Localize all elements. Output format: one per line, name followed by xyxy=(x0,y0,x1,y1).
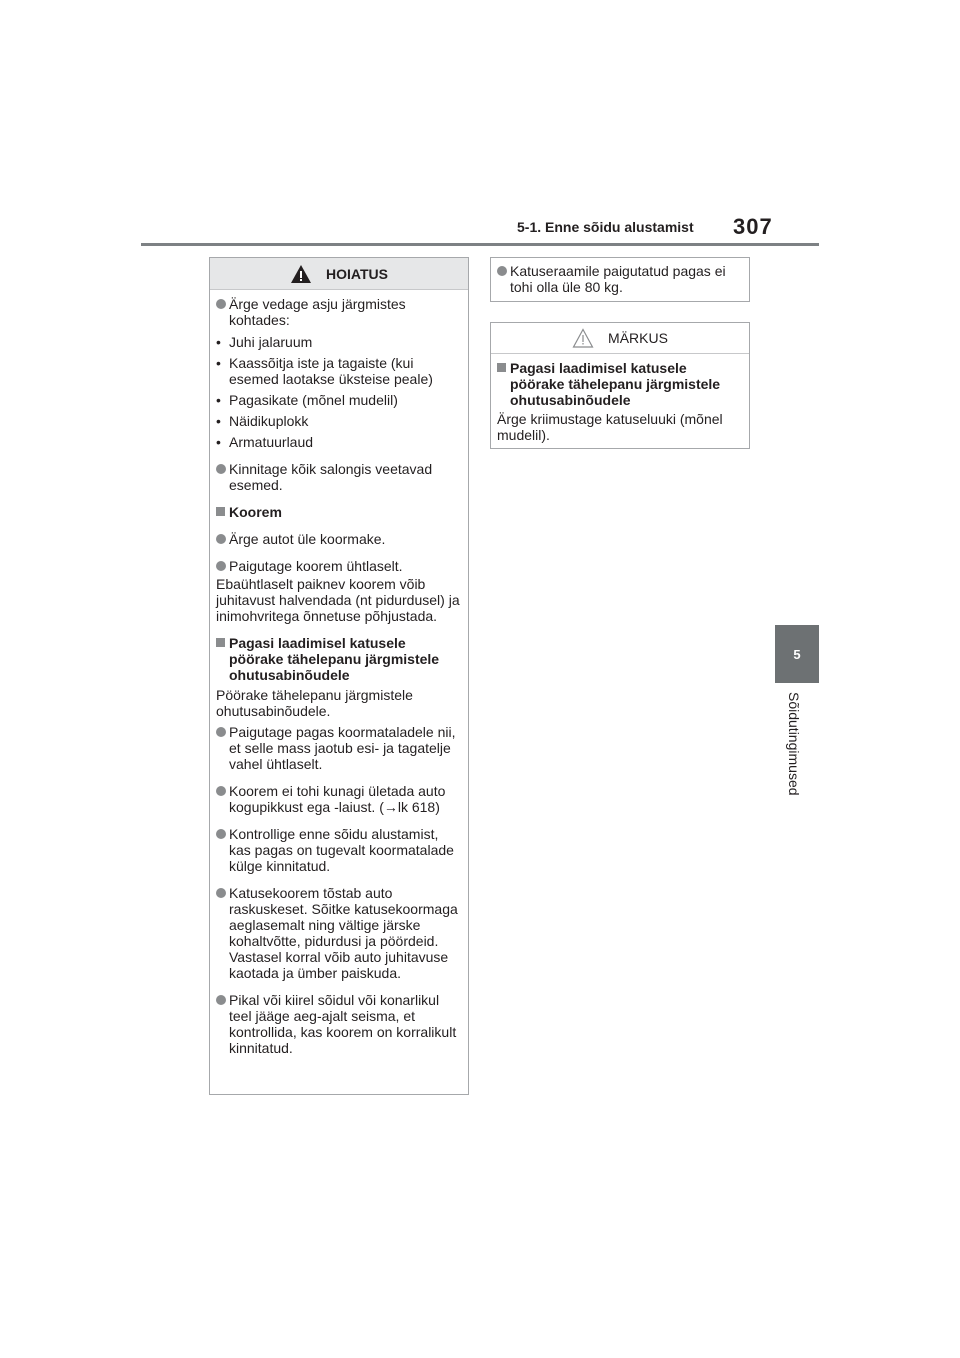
bullet-icon xyxy=(216,786,226,796)
notice-box xyxy=(490,322,750,449)
list-item: Ärge autot üle koormake. xyxy=(216,531,462,547)
chapter-tab: 5 xyxy=(775,625,819,683)
bullet-icon xyxy=(216,727,226,737)
location-item: • Juhi jalaruum xyxy=(216,334,313,350)
roof-heading: Pagasi laadimisel katusele pöörake tähelepanu järgmistele ohutusabinõudele xyxy=(216,635,462,683)
load-heading: Koorem xyxy=(216,504,462,520)
warning-content xyxy=(210,290,468,1062)
bullet-icon xyxy=(216,299,226,309)
square-bullet-icon xyxy=(216,507,225,516)
bullet-icon xyxy=(216,995,226,1005)
warning-continuation-box xyxy=(490,257,750,302)
warning-header xyxy=(210,258,468,290)
list-item: Ärge vedage asju järgmistes kohtades: xyxy=(216,296,462,328)
list-item: Kontrollige enne sõidu alustamist, kas pagas on tugevalt koormatalade külge kinnitatud. xyxy=(216,826,462,874)
section-title: 5-1. Enne sõidu alustamist xyxy=(517,219,694,235)
list-item: Paigutage pagas koormataladele nii, et selle mass jaotub esi- ja tagatelje vahel ühtlaselt. xyxy=(216,724,462,772)
list-item: Paigutage koorem ühtlaselt. xyxy=(216,558,462,574)
notice-content xyxy=(491,354,749,449)
location-item: • Armatuurlaud xyxy=(216,434,314,450)
page-number: 307 xyxy=(733,214,773,239)
roof-paragraph: Pöörake tähelepanu järgmistele ohutusabinõudele. xyxy=(216,687,413,719)
location-item: • Kaassõitja iste ja tagaiste (kui esemed laotakse üksteise peale) xyxy=(216,355,433,387)
warning-title: HOIATUS xyxy=(326,265,388,282)
chapter-label: Sõidutingimused xyxy=(786,692,802,796)
square-bullet-icon xyxy=(216,638,225,647)
notice-heading: Pagasi laadimisel katusele pöörake tähelepanu järgmistele ohutusabinõudele xyxy=(497,360,743,408)
notice-header xyxy=(491,323,749,354)
warning-icon xyxy=(290,264,312,284)
notice-title: MÄRKUS xyxy=(608,330,668,346)
warning-box xyxy=(209,257,469,1095)
bullet-icon xyxy=(216,561,226,571)
header-divider xyxy=(141,243,819,246)
square-bullet-icon xyxy=(497,363,506,372)
notice-text: Ärge kriimustage katuseluuki (mõnel mudelil). xyxy=(497,411,723,443)
location-item: • Näidikuplokk xyxy=(216,413,309,429)
list-item: Koorem ei tohi kunagi ületada auto kogupikkust ega -laiust. (→lk 618) xyxy=(216,783,462,815)
location-item: • Pagasikate (mõnel mudelil) xyxy=(216,392,398,408)
list-item: Katuseraamile paigutatud pagas ei tohi olla üle 80 kg. xyxy=(497,263,743,295)
list-item: Katusekoorem tõstab auto raskuskeset. Sõitke katusekoormaga aeglasemalt ning vältige järske kohaltvõtte, pidurdusi ja pöördeid. Vastasel korral võib auto juhitavuse kaotada ja ümber paiskuda. xyxy=(216,885,462,981)
bullet-icon xyxy=(497,266,507,276)
list-item: Pikal või kiirel sõidul või konarlikul teel jääge aeg-ajalt seisma, et kontrollida, kas koorem on korralikult kinnitatud. xyxy=(216,992,462,1056)
bullet-icon xyxy=(216,534,226,544)
bullet-icon xyxy=(216,888,226,898)
caution-icon xyxy=(572,328,594,348)
list-item: Kinnitage kõik salongis veetavad esemed. xyxy=(216,461,462,493)
load-paragraph: Ebaühtlaselt paiknev koorem võib juhitavust halvendada (nt pidurdusel) ja inimohvritega õnnetuse põhjustada. xyxy=(216,576,460,624)
bullet-icon xyxy=(216,464,226,474)
bullet-icon xyxy=(216,829,226,839)
